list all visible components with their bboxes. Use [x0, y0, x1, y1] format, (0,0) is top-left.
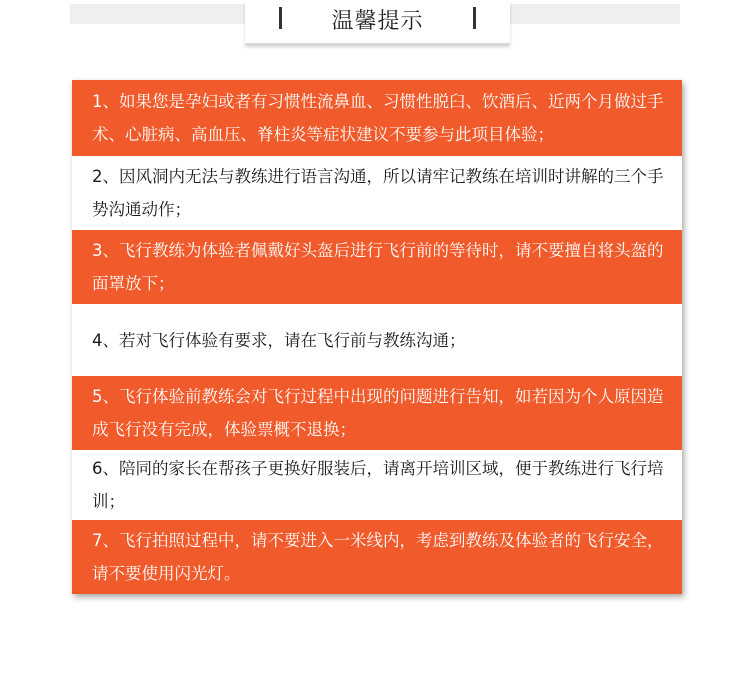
tip-item-7 [72, 520, 682, 594]
tip-item-4 [72, 304, 682, 376]
title-box [245, 0, 510, 44]
page-title: 温馨提示 [331, 9, 424, 34]
tip-item-3 [72, 230, 682, 304]
tip-text: 7、飞行拍照过程中，请不要进入一米线内，考虑到教练及体验者的飞行安全，请不要使用闪光灯。 [92, 531, 664, 583]
title-bar-left [279, 7, 282, 29]
tips-card [72, 80, 682, 594]
tip-text: 4、若对飞行体验有要求，请在飞行前与教练沟通； [92, 330, 466, 350]
header-divider-right [510, 4, 680, 24]
header-divider-left [70, 4, 245, 24]
tip-item-2 [72, 156, 682, 230]
tip-text: 3、飞行教练为体验者佩戴好头盔后进行飞行前的等待时，请不要擅自将头盔的面罩放下； [92, 241, 664, 293]
tip-item-6 [72, 450, 682, 520]
tip-text: 1、如果您是孕妇或者有习惯性流鼻血、习惯性脱臼、饮酒后、近两个月做过手术、心脏病、高血压、脊柱炎等症状建议不要参与此项目体验； [92, 92, 664, 144]
tip-text: 5、飞行体验前教练会对飞行过程中出现的问题进行告知，如若因为个人原因造成飞行没有完成，体验票概不退换； [92, 387, 664, 439]
title-bar-right [473, 7, 476, 29]
tip-text: 2、因风洞内无法与教练进行语言沟通，所以请牢记教练在培训时讲解的三个手势沟通动作； [92, 167, 664, 219]
tip-text: 6、陪同的家长在帮孩子更换好服装后，请离开培训区域，便于教练进行飞行培训； [92, 459, 664, 511]
tip-item-1 [72, 80, 682, 156]
tip-item-5 [72, 376, 682, 450]
